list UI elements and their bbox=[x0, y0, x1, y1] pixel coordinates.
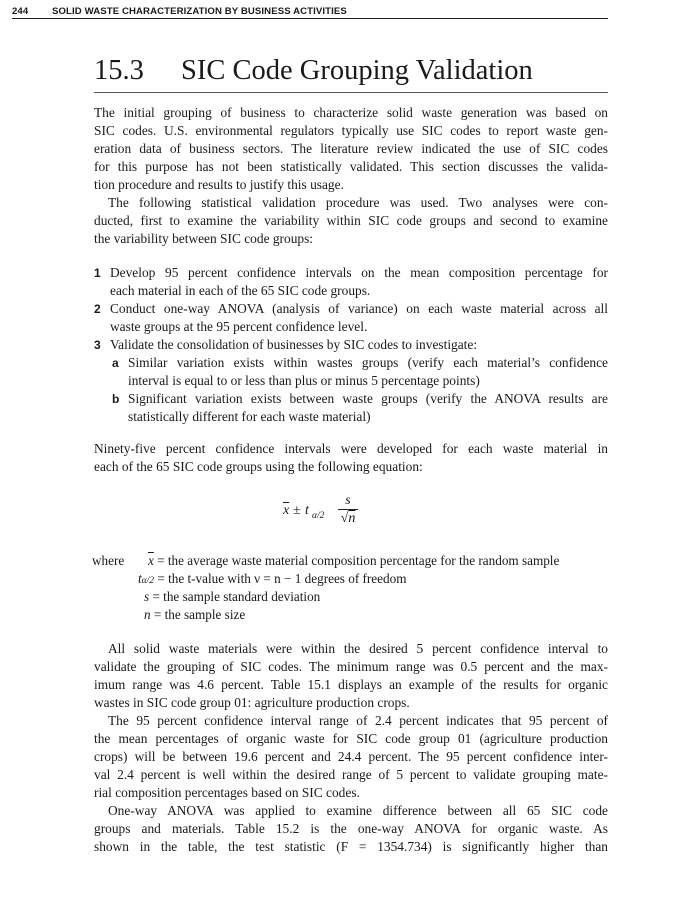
list-item bbox=[94, 264, 608, 300]
equation-fraction bbox=[338, 494, 358, 528]
definition-row bbox=[144, 588, 320, 606]
text-line: each material in each of the 65 SIC code groups. bbox=[110, 283, 371, 298]
list-marker: 2 bbox=[94, 302, 101, 316]
text-line: waste groups at the 95 percent confidence level. bbox=[110, 319, 368, 334]
definition-row bbox=[148, 552, 559, 570]
list-marker: b bbox=[112, 392, 120, 406]
text-line: eration data of business sectors. The literature review indicated the use of SIC codes bbox=[94, 141, 608, 156]
equation-t: t bbox=[305, 503, 309, 518]
text-line: rial composition percentages based on SIC codes. bbox=[94, 785, 360, 800]
equation-mean: $\overline{x}$ bbox=[283, 503, 290, 518]
running-head-title: SOLID WASTE CHARACTERIZATION BY BUSINESS ACTIVITIES bbox=[52, 6, 347, 17]
text-line: groups and materials. Table 15.2 is the one-way ANOVA for organic waste. As bbox=[94, 821, 608, 836]
results-paragraph-1 bbox=[94, 640, 608, 712]
text-line: validate the grouping of SIC codes. The minimum range was 0.5 percent and the max- bbox=[94, 659, 608, 674]
text-line: All solid waste materials were within the desired 5 percent confidence interval to bbox=[108, 641, 608, 656]
list-subitem bbox=[94, 354, 608, 390]
list-item bbox=[94, 300, 608, 336]
section-title: SIC Code Grouping Validation bbox=[181, 55, 533, 86]
definition-text: = the sample standard deviation bbox=[149, 589, 321, 604]
intro-paragraph-2 bbox=[94, 194, 608, 248]
equation-radicand: n bbox=[348, 511, 356, 526]
text-line: The following statistical validation procedure was used. Two analyses were con- bbox=[108, 195, 608, 210]
text-line: tion procedure and results to justify this usage. bbox=[94, 177, 344, 192]
results-paragraph-3 bbox=[94, 802, 608, 856]
definition-subscript: α/2 bbox=[141, 576, 155, 586]
text-line: Validate the consolidation of businesses by SIC codes to investigate: bbox=[110, 337, 478, 352]
running-head bbox=[12, 5, 608, 19]
definition-row bbox=[144, 606, 245, 624]
text-line: each of the 65 SIC code groups using the following equation: bbox=[94, 459, 423, 474]
equation-denominator bbox=[338, 510, 358, 528]
list-item bbox=[94, 336, 608, 354]
confidence-interval-equation bbox=[283, 494, 383, 534]
equation-intro-paragraph bbox=[94, 440, 608, 476]
text-line: statistically different for each waste material) bbox=[128, 409, 371, 424]
text-line: The 95 percent confidence interval range of 2.4 percent indicates that 95 percent of bbox=[108, 713, 608, 728]
text-line: Conduct one-way ANOVA (analysis of variance) on each waste material across all bbox=[110, 301, 608, 316]
text-line: Similar variation exists within wastes groups (verify each material’s confidence bbox=[128, 355, 608, 370]
text-line: for this purpose has not been statistically validated. This section discusses the valida- bbox=[94, 159, 608, 174]
text-line: crops) will be between 19.6 percent and 24.4 percent. The 95 percent confidence inter- bbox=[94, 749, 608, 764]
page-number: 244 bbox=[12, 6, 29, 17]
definition-symbol: $\overline{x}$ bbox=[148, 553, 154, 568]
results-text bbox=[94, 640, 608, 856]
text-line: interval is equal to or less than plus or minus 5 percentage points) bbox=[128, 373, 480, 388]
where-label: where bbox=[92, 553, 125, 568]
section-number: 15.3 bbox=[94, 55, 144, 86]
list-subitem bbox=[94, 390, 608, 426]
list-marker: 1 bbox=[94, 266, 101, 280]
text-line: the variability between SIC code groups: bbox=[94, 231, 314, 246]
intro-text bbox=[94, 104, 608, 248]
definition-symbol: n bbox=[144, 607, 151, 622]
text-line: imum range was 4.6 percent. Table 15.1 displays an example of the results for organic bbox=[94, 677, 608, 692]
text-line: Significant variation exists between waste groups (verify the ANOVA results are bbox=[128, 391, 608, 406]
intro-paragraph-1 bbox=[94, 104, 608, 194]
text-line: shown in the table, the test statistic (F = 1354.734) is significantly higher than bbox=[94, 839, 608, 854]
text-line: ducted, first to examine the variability within SIC code groups and second to examine bbox=[94, 213, 608, 228]
text-line: SIC codes. U.S. environmental regulators typically use SIC codes to report waste gen- bbox=[94, 123, 608, 138]
list-marker: a bbox=[112, 356, 119, 370]
text-line: wastes in SIC code group 01: agriculture production crops. bbox=[94, 695, 410, 710]
definition-text: = the t-value with ν = n − 1 degrees of freedom bbox=[154, 571, 407, 586]
text-line: Develop 95 percent confidence intervals on the mean composition percentage for bbox=[110, 265, 608, 280]
section-heading bbox=[94, 52, 608, 93]
equation-intro bbox=[94, 440, 608, 476]
radical-sign: √ bbox=[340, 511, 349, 526]
definition-symbol: t bbox=[138, 571, 142, 586]
text-line: Ninety-five percent confidence intervals were developed for each waste material in bbox=[94, 441, 608, 456]
text-line: The initial grouping of business to characterize solid waste generation was based on bbox=[94, 105, 608, 120]
definition-symbol: s bbox=[144, 589, 150, 604]
equation-plus-minus: ± bbox=[293, 503, 301, 518]
equation-numerator: s bbox=[338, 494, 358, 510]
text-line: One-way ANOVA was applied to examine difference between all 65 SIC code bbox=[108, 803, 608, 818]
definition-row bbox=[138, 570, 406, 590]
text-line: the mean percentages of organic waste for SIC code group 01 (agriculture production bbox=[94, 731, 608, 746]
list-marker: 3 bbox=[94, 338, 101, 352]
results-paragraph-2 bbox=[94, 712, 608, 802]
text-line: val 2.4 percent is well within the desired range of 5 percent to validate grouping mate- bbox=[94, 767, 608, 782]
equation-t-subscript: α/2 bbox=[312, 511, 325, 521]
definition-text: = the average waste material composition percentage for the random sample bbox=[153, 553, 560, 568]
procedure-list bbox=[94, 264, 608, 426]
definition-text: = the sample size bbox=[150, 607, 246, 622]
